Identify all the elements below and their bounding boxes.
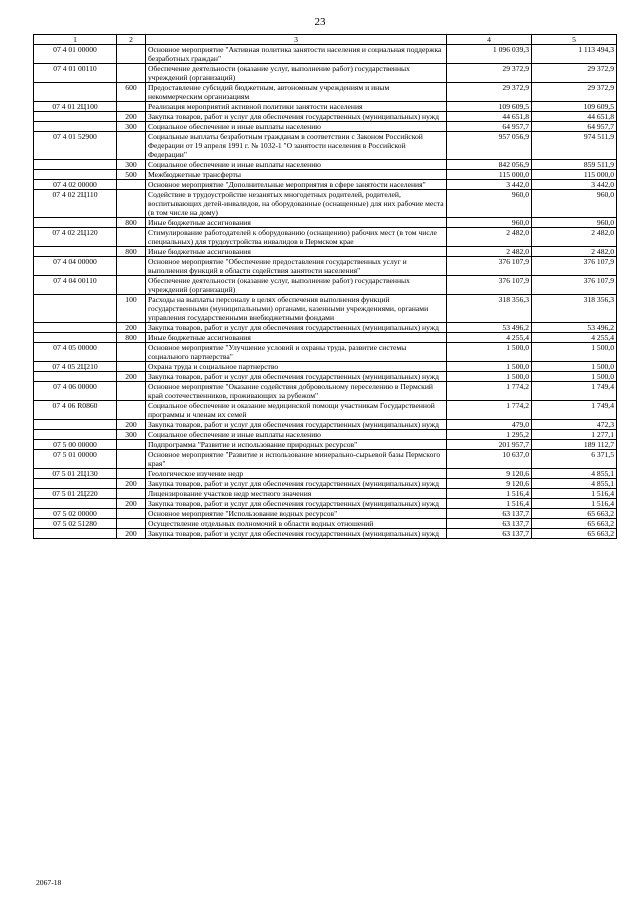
amount-2019-cell: 9 120,6 [447, 469, 532, 479]
amount-2019-cell: 64 957,7 [447, 122, 532, 132]
expense-type-cell: 200 [117, 112, 146, 122]
expense-type-cell [117, 401, 146, 420]
amount-2020-cell: 1 500,0 [532, 372, 617, 382]
expense-type-cell [117, 489, 146, 499]
expense-type-cell: 200 [117, 420, 146, 430]
amount-2019-cell: 479,0 [447, 420, 532, 430]
amount-2019-cell: 318 356,3 [447, 295, 532, 323]
table-row [34, 295, 617, 323]
name-cell: Закупка товаров, работ и услуг для обеспечения государственных (муниципальных) нужд [146, 420, 447, 430]
code-cell [34, 160, 117, 170]
code-cell [34, 112, 117, 122]
code-cell: 07 4 01 00000 [34, 45, 117, 64]
expense-type-cell [117, 45, 146, 64]
name-cell: Подпрограмма "Развитие и использование природных ресурсов" [146, 440, 447, 450]
amount-2019-cell: 63 137,7 [447, 519, 532, 529]
table-row [34, 83, 617, 102]
table-row [34, 529, 617, 539]
amount-2020-cell: 1 749,4 [532, 401, 617, 420]
amount-2020-cell: 65 663,2 [532, 529, 617, 539]
table-row [34, 489, 617, 499]
table-row [34, 276, 617, 295]
amount-2020-cell: 1 500,0 [532, 362, 617, 372]
table-row [34, 228, 617, 247]
table-row [34, 333, 617, 343]
amount-2019-cell: 115 000,0 [447, 170, 532, 180]
table-row [34, 112, 617, 122]
table-row [34, 64, 617, 83]
code-cell [34, 529, 117, 539]
expense-type-cell [117, 102, 146, 112]
name-cell: Социальное обеспечение и иные выплаты населению [146, 122, 447, 132]
amount-2019-cell: 1 516,4 [447, 499, 532, 509]
name-cell: Основное мероприятие "Оказание содействия добровольному переселению в Пермский край соотечественников, проживающих за рубежом" [146, 382, 447, 401]
amount-2020-cell: 472,3 [532, 420, 617, 430]
amount-2019-cell: 109 609,5 [447, 102, 532, 112]
amount-2020-cell: 1 516,4 [532, 489, 617, 499]
code-cell [34, 295, 117, 323]
amount-2019-cell: 1 774,2 [447, 382, 532, 401]
table-row [34, 519, 617, 529]
amount-2020-cell: 53 496,2 [532, 323, 617, 333]
code-cell: 07 4 01 2Ц100 [34, 102, 117, 112]
table-row [34, 257, 617, 276]
amount-2020-cell: 4 855,1 [532, 469, 617, 479]
name-cell: Основное мероприятие "Дополнительные мероприятия в сфере занятости населения" [146, 180, 447, 190]
table-row [34, 122, 617, 132]
name-cell: Социальные выплаты безработным гражданам в соответствии с Законом Российской Федерации от 19 апреля 1991 г. № 1032-1 "О занятости населения в Российской Федерации" [146, 132, 447, 160]
name-cell: Закупка товаров, работ и услуг для обеспечения государственных (муниципальных) нужд [146, 112, 447, 122]
expense-type-cell: 200 [117, 499, 146, 509]
amount-2019-cell: 376 107,9 [447, 257, 532, 276]
code-cell: 07 4 04 00000 [34, 257, 117, 276]
expense-type-cell: 300 [117, 160, 146, 170]
amount-2019-cell: 29 372,9 [447, 64, 532, 83]
code-cell: 07 4 05 2Ц210 [34, 362, 117, 372]
name-cell: Межбюджетные трансферты [146, 170, 447, 180]
code-cell: 07 5 02 51280 [34, 519, 117, 529]
amount-2020-cell: 115 000,0 [532, 170, 617, 180]
document-id: 2067-18 [36, 878, 62, 887]
amount-2019-cell: 29 372,9 [447, 83, 532, 102]
amount-2019-cell: 3 442,0 [447, 180, 532, 190]
name-cell: Закупка товаров, работ и услуг для обеспечения государственных (муниципальных) нужд [146, 323, 447, 333]
amount-2019-cell: 53 496,2 [447, 323, 532, 333]
code-cell [34, 323, 117, 333]
table-row [34, 430, 617, 440]
expense-type-cell [117, 362, 146, 372]
expense-type-cell: 200 [117, 323, 146, 333]
name-cell: Стимулирование работодателей к оборудованию (оснащению) рабочих мест (в том числе специальных) для трудоустройства инвалидов в Пермском крае [146, 228, 447, 247]
name-cell: Иные бюджетные ассигнования [146, 247, 447, 257]
table-row [34, 372, 617, 382]
table-row [34, 180, 617, 190]
expense-type-cell: 300 [117, 122, 146, 132]
table-row [34, 509, 617, 519]
amount-2020-cell: 960,0 [532, 190, 617, 218]
code-cell: 07 5 00 00000 [34, 440, 117, 450]
name-cell: Расходы на выплаты персоналу в целях обеспечения выполнения функций государственными (муниципальными) органами, казенными учреждениями, органами управления государственными внебюджетными фондами [146, 295, 447, 323]
amount-2019-cell: 1 500,0 [447, 343, 532, 362]
name-cell: Иные бюджетные ассигнования [146, 333, 447, 343]
amount-2019-cell: 10 637,0 [447, 450, 532, 469]
code-cell: 07 4 01 00110 [34, 64, 117, 83]
code-cell: 07 4 05 00000 [34, 343, 117, 362]
name-cell: Реализация мероприятий активной политики занятости населения [146, 102, 447, 112]
table-row [34, 499, 617, 509]
name-cell: Основное мероприятие "Улучшение условий и охраны труда, развитие системы социального партнерства" [146, 343, 447, 362]
code-cell: 07 4 01 52900 [34, 132, 117, 160]
name-cell: Лицензирование участков недр местного значения [146, 489, 447, 499]
expense-type-cell: 800 [117, 218, 146, 228]
amount-2020-cell: 376 107,9 [532, 257, 617, 276]
table-row [34, 102, 617, 112]
expense-type-cell: 300 [117, 430, 146, 440]
amount-2020-cell: 974 511,9 [532, 132, 617, 160]
amount-2019-cell: 63 137,7 [447, 509, 532, 519]
table-row [34, 362, 617, 372]
expense-type-cell: 600 [117, 83, 146, 102]
expense-type-cell [117, 228, 146, 247]
code-cell: 07 5 01 2Ц130 [34, 469, 117, 479]
header-col-4: 4 [447, 35, 532, 45]
table-row [34, 382, 617, 401]
expense-type-cell: 200 [117, 372, 146, 382]
name-cell: Осуществление отдельных полномочий в области водных отношений [146, 519, 447, 529]
header-col-3: 3 [146, 35, 447, 45]
code-cell [34, 218, 117, 228]
code-cell [34, 479, 117, 489]
expense-type-cell [117, 519, 146, 529]
table-row [34, 190, 617, 218]
expense-type-cell [117, 180, 146, 190]
code-cell [34, 499, 117, 509]
amount-2020-cell: 109 609,5 [532, 102, 617, 112]
table-row [34, 45, 617, 64]
amount-2019-cell: 63 137,7 [447, 529, 532, 539]
name-cell: Основное мероприятие "Развитие и использование минерально-сырьевой базы Пермского края" [146, 450, 447, 469]
amount-2019-cell: 1 295,2 [447, 430, 532, 440]
name-cell: Закупка товаров, работ и услуг для обеспечения государственных (муниципальных) нужд [146, 499, 447, 509]
table-row [34, 343, 617, 362]
table-body [34, 45, 617, 539]
amount-2020-cell: 1 749,4 [532, 382, 617, 401]
expense-type-cell: 200 [117, 529, 146, 539]
amount-2019-cell: 960,0 [447, 218, 532, 228]
name-cell: Социальное обеспечение и иные выплаты населению [146, 160, 447, 170]
amount-2019-cell: 2 482,0 [447, 247, 532, 257]
table-row [34, 450, 617, 469]
code-cell: 07 4 06 R0860 [34, 401, 117, 420]
amount-2020-cell: 2 482,0 [532, 228, 617, 247]
header-col-5: 5 [532, 35, 617, 45]
amount-2020-cell: 65 663,2 [532, 519, 617, 529]
code-cell: 07 4 02 2Ц120 [34, 228, 117, 247]
table-row [34, 170, 617, 180]
expense-type-cell [117, 276, 146, 295]
name-cell: Обеспечение деятельности (оказание услуг, выполнение работ) государственных учреждений (организаций) [146, 64, 447, 83]
expense-type-cell: 200 [117, 479, 146, 489]
amount-2020-cell: 2 482,0 [532, 247, 617, 257]
amount-2020-cell: 1 516,4 [532, 499, 617, 509]
code-cell [34, 333, 117, 343]
amount-2019-cell: 9 120,6 [447, 479, 532, 489]
amount-2020-cell: 1 277,1 [532, 430, 617, 440]
amount-2019-cell: 1 096 039,3 [447, 45, 532, 64]
budget-table [33, 34, 617, 539]
code-cell: 07 5 01 00000 [34, 450, 117, 469]
code-cell: 07 4 06 00000 [34, 382, 117, 401]
amount-2019-cell: 2 482,0 [447, 228, 532, 247]
amount-2019-cell: 44 651,8 [447, 112, 532, 122]
expense-type-cell [117, 190, 146, 218]
code-cell [34, 372, 117, 382]
amount-2020-cell: 189 112,7 [532, 440, 617, 450]
amount-2020-cell: 318 356,3 [532, 295, 617, 323]
code-cell [34, 247, 117, 257]
name-cell: Социальное обеспечение и иные выплаты населению [146, 430, 447, 440]
name-cell: Иные бюджетные ассигнования [146, 218, 447, 228]
amount-2020-cell: 960,0 [532, 218, 617, 228]
expense-type-cell: 100 [117, 295, 146, 323]
amount-2019-cell: 1 500,0 [447, 362, 532, 372]
header-col-2: 2 [117, 35, 146, 45]
code-cell [34, 83, 117, 102]
code-cell: 07 5 01 2Ц220 [34, 489, 117, 499]
amount-2020-cell: 6 371,5 [532, 450, 617, 469]
code-cell: 07 4 02 00000 [34, 180, 117, 190]
header-row [34, 35, 617, 45]
name-cell: Социальное обеспечение и оказание медицинской помощи участникам Государственной программы и членам их семей [146, 401, 447, 420]
header-col-1: 1 [34, 35, 117, 45]
code-cell [34, 430, 117, 440]
expense-type-cell [117, 343, 146, 362]
table-row [34, 247, 617, 257]
expense-type-cell [117, 257, 146, 276]
table-row [34, 469, 617, 479]
code-cell: 07 4 04 00110 [34, 276, 117, 295]
amount-2020-cell: 4 255,4 [532, 333, 617, 343]
amount-2020-cell: 376 107,9 [532, 276, 617, 295]
amount-2020-cell: 3 442,0 [532, 180, 617, 190]
expense-type-cell [117, 132, 146, 160]
name-cell: Основное мероприятие "Обеспечение предоставления государственных услуг и выполнения функций в области содействия занятости населения" [146, 257, 447, 276]
amount-2019-cell: 1 516,4 [447, 489, 532, 499]
table-row [34, 132, 617, 160]
name-cell: Предоставление субсидий бюджетным, автономным учреждениям и иным некоммерческим организациям [146, 83, 447, 102]
amount-2020-cell: 859 511,9 [532, 160, 617, 170]
expense-type-cell [117, 509, 146, 519]
name-cell: Геологическое изучение недр [146, 469, 447, 479]
code-cell: 07 5 02 00000 [34, 509, 117, 519]
name-cell: Содействие в трудоустройстве незанятых многодетных родителей, родителей, воспитывающих детей-инвалидов, на оборудованные (оснащенные) для них рабочие места (в том числе на дому) [146, 190, 447, 218]
amount-2020-cell: 29 372,9 [532, 83, 617, 102]
amount-2019-cell: 957 056,9 [447, 132, 532, 160]
expense-type-cell: 800 [117, 247, 146, 257]
name-cell: Закупка товаров, работ и услуг для обеспечения государственных (муниципальных) нужд [146, 372, 447, 382]
expense-type-cell [117, 469, 146, 479]
amount-2019-cell: 1 774,2 [447, 401, 532, 420]
name-cell: Основное мероприятие "Использование водных ресурсов" [146, 509, 447, 519]
code-cell [34, 170, 117, 180]
expense-type-cell [117, 64, 146, 83]
table-row [34, 323, 617, 333]
table-row [34, 440, 617, 450]
amount-2019-cell: 4 255,4 [447, 333, 532, 343]
name-cell: Обеспечение деятельности (оказание услуг, выполнение работ) государственных учреждений (организаций) [146, 276, 447, 295]
code-cell [34, 122, 117, 132]
amount-2019-cell: 842 056,9 [447, 160, 532, 170]
page-number: 23 [314, 16, 326, 28]
name-cell: Основное мероприятие "Активная политика занятости населения и социальная поддержка безработных граждан" [146, 45, 447, 64]
table-row [34, 479, 617, 489]
table-row [34, 160, 617, 170]
amount-2020-cell: 65 663,2 [532, 509, 617, 519]
name-cell: Охрана труда и социальное партнерство [146, 362, 447, 372]
expense-type-cell [117, 450, 146, 469]
amount-2020-cell: 4 855,1 [532, 479, 617, 489]
amount-2020-cell: 64 957,7 [532, 122, 617, 132]
amount-2019-cell: 201 957,7 [447, 440, 532, 450]
amount-2020-cell: 1 113 494,3 [532, 45, 617, 64]
expense-type-cell [117, 382, 146, 401]
expense-type-cell: 800 [117, 333, 146, 343]
amount-2019-cell: 1 500,0 [447, 372, 532, 382]
table-row [34, 420, 617, 430]
table-header [34, 35, 617, 45]
amount-2020-cell: 29 372,9 [532, 64, 617, 83]
table-row [34, 218, 617, 228]
name-cell: Закупка товаров, работ и услуг для обеспечения государственных (муниципальных) нужд [146, 479, 447, 489]
table-row [34, 401, 617, 420]
amount-2020-cell: 1 500,0 [532, 343, 617, 362]
expense-type-cell [117, 440, 146, 450]
expense-type-cell: 500 [117, 170, 146, 180]
code-cell [34, 420, 117, 430]
code-cell: 07 4 02 2Ц110 [34, 190, 117, 218]
amount-2019-cell: 376 107,9 [447, 276, 532, 295]
amount-2020-cell: 44 651,8 [532, 112, 617, 122]
amount-2019-cell: 960,0 [447, 190, 532, 218]
name-cell: Закупка товаров, работ и услуг для обеспечения государственных (муниципальных) нужд [146, 529, 447, 539]
